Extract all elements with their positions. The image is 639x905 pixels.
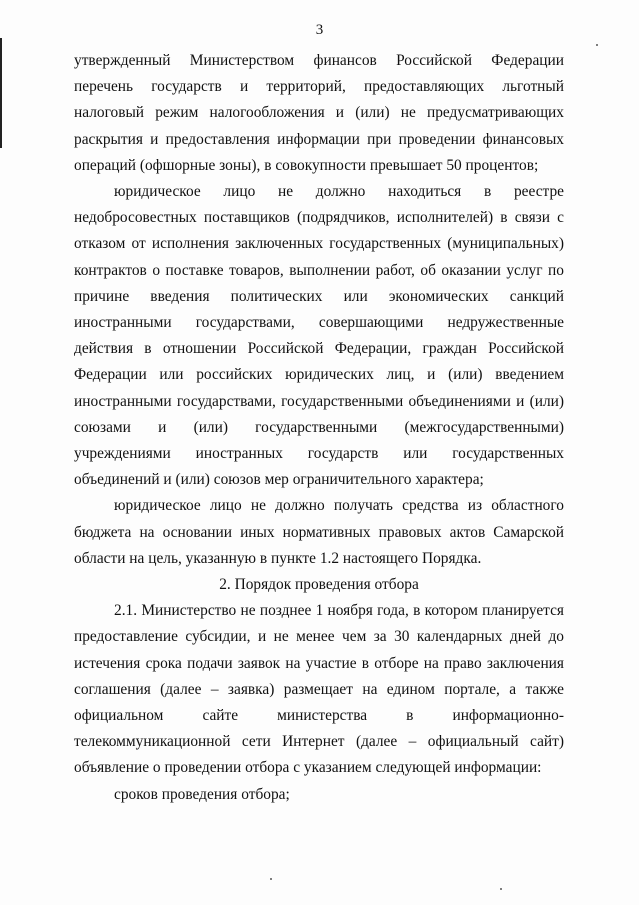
paragraph-unfair-suppliers-criterion: юридическое лицо не должно находиться в реестре недобросовестных поставщиков (подрядчиков, исполнителей) в связи с отказом от исполнения заключенных государственных (муниципальных) контрактов о поставке товаров, выполнении работ, об оказании услуг по причине введения политических или экономических санкций иностранными государствами, совершающими недружественные действия в отношении Российской Федерации, граждан Российской Федерации или российских юридических лиц, и (или) введением иностранными государствами, государственными объединениями и (или) союзами и (или) государственными (межгосударственными) учреждениями иностранных государств или государственных объединений и (или) союзов мер ограничительного характера; [74, 183, 564, 489]
scan-speck [500, 888, 502, 890]
page-number: 3 [315, 22, 324, 38]
section-heading: 2. Порядок проведения отбора [219, 576, 419, 594]
paragraph-selection-terms: сроков проведения отбора; [114, 785, 290, 803]
scan-speck [270, 878, 272, 880]
scan-speck [596, 44, 598, 46]
paragraph-2-1: 2.1. Министерство не позднее 1 ноября года, в котором планируется предоставление субсидии, и не менее чем за 30 календарных дней до истечения срока подачи заявок на участие в отборе на право заключения соглашения (далее – заявка) размещает на едином портале, а также официальном сайте министерства в информационно-телекоммуникационной сети Интернет (далее – официальный сайт) объявление о проведении отбора с указанием следующей информации: [74, 602, 564, 777]
scan-edge-mark [0, 38, 2, 148]
paragraph-offshore-criterion: утвержденный Министерством финансов Российской Федерации перечень государств и территорий, предоставляющих льготный налоговый режим налогообложения и (или) не предусматривающих раскрытия и предоставления информации при проведении финансовых операций (офшорные зоны), в совокупности превышает 50 процентов; [74, 52, 564, 174]
document-body [74, 48, 564, 808]
paragraph-budget-funds-criterion: юридическое лицо не должно получать средства из областного бюджета на основании иных нормативных правовых актов Самарской области на цель, указанную в пункте 1.2 настоящего Порядка. [74, 497, 564, 567]
